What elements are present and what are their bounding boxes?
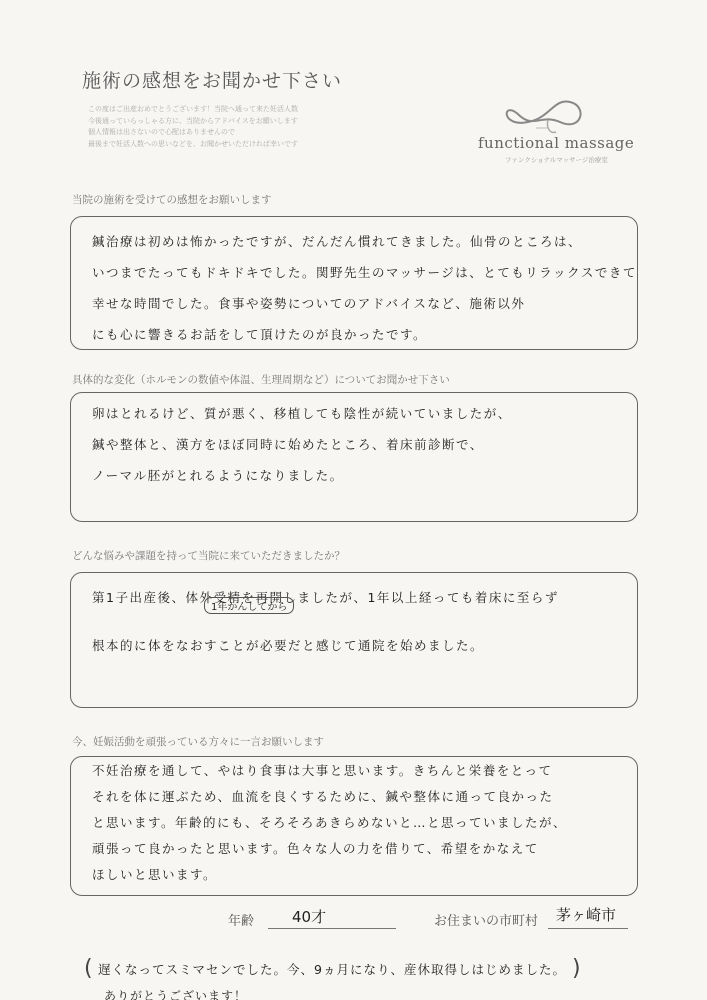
answer-line: それを体に運ぶため、血流を良くするために、鍼や整体に通って良かった — [92, 789, 554, 804]
intro-line: この度はご出産おめでとうございます！当院へ通って来た妊活人数 — [88, 105, 298, 113]
answer-text-changes — [92, 398, 632, 491]
answer-line: 鍼治療は初めは怖かったですが、だんだん慣れてきました。仙骨のところは、 — [92, 234, 583, 249]
answer-line: にも心に響きるお話をして頂けたのが良かったです。 — [92, 327, 428, 342]
intro-line: 個人情報は出さないので心配はありませんので — [88, 128, 235, 136]
answer-line: 根本的に体をなおすことが必要だと感じて通院を始めました。 — [92, 638, 485, 653]
answer-line: 第1子出産後、体外受精を再開しましたが、1年以上経っても着床に至らず — [92, 590, 559, 605]
question-label-impression: 当院の施術を受けての感想をお願いします — [72, 194, 272, 206]
footnote-line-2: ありがとうございます！ — [104, 989, 248, 1000]
answer-text-message — [92, 758, 632, 888]
city-label: お住まいの市町村 — [434, 914, 539, 929]
intro-line: 今後通っていらっしゃる方に、当院からアドバイスをお願いします — [88, 116, 298, 125]
question-label-message: 今、妊娠活動を頑張っている方々に一言お願いします — [72, 736, 324, 748]
footnote-paren-open: ( — [84, 956, 93, 981]
answer-text-concerns — [92, 574, 632, 670]
logo-subtitle: ファンクショナルマッサージ治療室 — [505, 156, 608, 164]
city-value: 茅ヶ崎市 — [556, 906, 617, 924]
answer-line: ノーマル胚がとれるようになりました。 — [92, 468, 344, 483]
answer-line: 卵はとれるけど、質が悪く、移植しても陰性が続いていましたが、 — [92, 406, 512, 421]
answer-line: 不妊治療を通して、やはり食事は大事と思います。きちんと栄養をとって — [92, 763, 553, 778]
intro-line: 最後まで妊活人数への思いなどを、お聞かせいただければ幸いです — [88, 139, 298, 148]
question-label-changes: 具体的な変化（ホルモンの数値や体温、生理周期など）についてお聞かせ下さい — [72, 374, 450, 386]
city-line — [548, 928, 628, 929]
annotation-note: 1年かんしてから — [204, 597, 294, 614]
answer-text-impression — [92, 226, 637, 350]
form-title: 施術の感想をお聞かせ下さい — [82, 70, 343, 92]
answer-line: 頑張って良かったと思います。色々な人の力を借りて、希望をかなえて — [92, 841, 539, 856]
footnote-line: 遅くなってスミマセンでした。今、9ヵ月になり、産休取得しはじめました。 — [98, 962, 566, 977]
question-label-concerns: どんな悩みや課題を持って当院に来ていただきましたか？ — [72, 550, 345, 562]
logo-name: functional massage — [478, 134, 635, 152]
answer-line: ほしいと思います。 — [92, 867, 218, 882]
age-label: 年齢 — [228, 914, 255, 929]
footnote-paren-close: ) — [572, 956, 581, 981]
answer-line: 鍼や整体と、漢方をほぼ同時に始めたところ、着床前診断で、 — [92, 437, 484, 452]
answer-line: 幸せな時間でした。食事や姿勢についてのアドバイスなど、施術以外 — [92, 296, 526, 311]
intro-text — [88, 104, 298, 150]
answer-line: いつまでたってもドキドキでした。関野先生のマッサージは、とてもリラックスできて — [92, 265, 637, 280]
age-line — [268, 928, 396, 929]
age-value: 40才 — [292, 908, 327, 926]
answer-line: と思います。年齢的にも、そろそろあきらめないと…と思っていましたが、 — [92, 815, 568, 830]
